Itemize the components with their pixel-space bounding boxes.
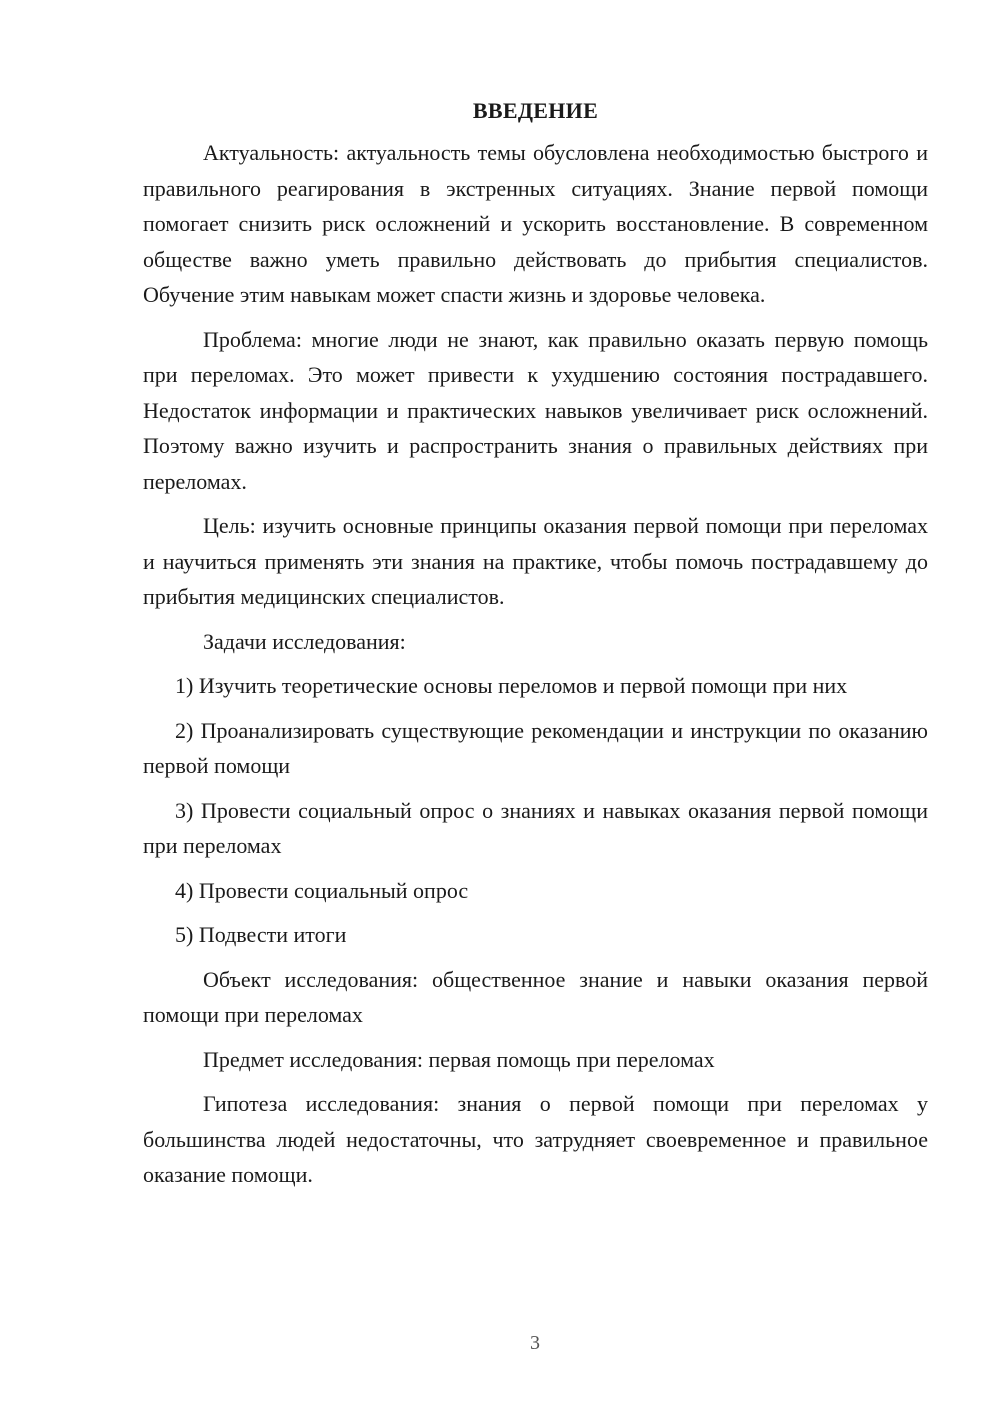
paragraph-hypothesis: Гипотеза исследования: знания о первой помощи при переломах у большинства людей недостаточны, что затрудняет своевременное и правильное оказание помощи. [143, 1091, 928, 1187]
tasks-heading: Задачи исследования: [203, 628, 406, 654]
paragraph-subject: Предмет исследования: первая помощь при переломах [203, 1046, 715, 1072]
task-item-3: 3) Провести социальный опрос о знаниях и навыках оказания первой помощи при переломах [143, 797, 928, 858]
task-item-4: 4) Провести социальный опрос [175, 877, 469, 903]
page-content [143, 95, 928, 1202]
paragraph-problem: Проблема: многие люди не знают, как правильно оказать первую помощь при переломах. Это может привести к ухудшению состояния пострадавшего. Недостаток информации и практических навыков увеличивает риск осложнений. Поэтому важно изучить и распространить знания о правильных действиях при переломах. [143, 326, 928, 494]
page-number: 3 [530, 1332, 540, 1354]
paragraph-object: Объект исследования: общественное знание и навыки оказания первой помощи при переломах [143, 966, 928, 1027]
section-heading: ВВЕДЕНИЕ [472, 98, 599, 123]
task-item-5: 5) Подвести итоги [175, 922, 347, 947]
paragraph-goal: Цель: изучить основные принципы оказания первой помощи при переломах и научиться применять эти знания на практике, чтобы помочь пострадавшему до прибытия медицинских специалистов. [143, 513, 928, 609]
task-item-1: 1) Изучить теоретические основы переломов и первой помощи при них [175, 673, 848, 698]
paragraph-relevance: Актуальность: актуальность темы обусловлена необходимостью быстрого и правильного реагирования в экстренных ситуациях. Знание первой помощи помогает снизить риск осложнений и ускорить восстановление. В современном обществе важно уметь правильно действовать до прибытия специалистов. Обучение этим навыкам может спасти жизнь и здоровье человека. [143, 140, 928, 307]
task-item-2: 2) Проанализировать существующие рекомендации и инструкции по оказанию первой помощи [143, 717, 928, 778]
